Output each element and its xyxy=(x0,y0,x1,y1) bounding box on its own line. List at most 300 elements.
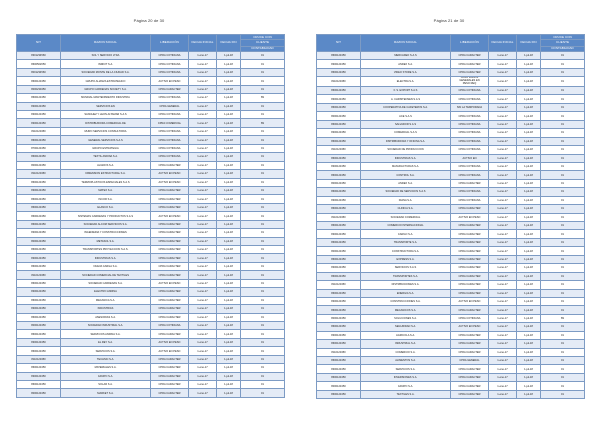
cell-fecha-inicial: 1-ene-17 xyxy=(489,306,517,314)
cell-cruce: 01 xyxy=(541,171,585,179)
cell-cruce: 01 xyxy=(541,77,585,87)
cell-liberacion: CPRA GENERAL xyxy=(451,357,489,365)
cell-liberacion: CPRA CARACTER xyxy=(451,222,489,230)
cell-fecha-fin: 1-jul-18 xyxy=(517,87,541,95)
cell-nit: 8600123450 xyxy=(317,137,361,145)
cell-liberacion: CPRA CARACTER xyxy=(151,161,189,169)
cell-razon-social: SOCIEDAD COMERCIAL DE TEXTILES xyxy=(61,271,151,279)
cell-cruce: 01 xyxy=(241,246,285,254)
cell-liberacion: CPRA CARACTER xyxy=(151,220,189,228)
cell-fecha-inicial: 1-ene-17 xyxy=(489,314,517,322)
cell-fecha-fin: 1-jul-18 xyxy=(217,144,241,152)
cell-liberacion: CPRA CARACTER xyxy=(451,238,489,246)
cell-nit: 8110123450 xyxy=(17,271,61,279)
cell-fecha-inicial: 1-ene-17 xyxy=(489,129,517,137)
cell-fecha-fin: 1-jul-18 xyxy=(217,186,241,194)
liberation-table xyxy=(316,34,585,399)
cell-cruce: 01 xyxy=(541,87,585,95)
cell-liberacion: CPRA COTIDIANA xyxy=(151,94,189,102)
cell-nit: 8600123450 xyxy=(17,279,61,287)
cell-razon-social: SOCIEDAD DE PRODUCCION xyxy=(361,146,451,154)
table-row xyxy=(17,161,285,169)
cell-fecha-fin: 1-jul-18 xyxy=(217,305,241,313)
cell-razon-social: INDUSTRIAS xyxy=(61,305,151,313)
cell-fecha-fin: 1-jul-18 xyxy=(217,77,241,85)
cell-fecha-fin: 1-jul-18 xyxy=(517,365,541,373)
cell-razon-social: TERMOPLASTICOS ESPECIALES S.A.S xyxy=(61,178,151,186)
cell-razon-social: METASOL S.A. xyxy=(61,237,151,245)
cell-nit: 8000123450 xyxy=(317,314,361,322)
cell-liberacion: CPRA CARACTER xyxy=(451,340,489,348)
cell-fecha-fin: 1-jul-18 xyxy=(517,171,541,179)
cell-razon-social: SOLAR S.A. xyxy=(61,381,151,389)
cell-nit: 8300123450 xyxy=(317,331,361,339)
cell-nit: 8300123450 xyxy=(317,196,361,204)
cell-cruce: 01 xyxy=(541,365,585,373)
cell-nit: 8600123450 xyxy=(17,347,61,355)
table-row xyxy=(317,205,585,213)
cell-cruce: 01 xyxy=(541,272,585,280)
table-row xyxy=(17,279,285,287)
table-row xyxy=(317,230,585,238)
cell-cruce: 01 xyxy=(241,127,285,135)
cell-nit: 8600123450 xyxy=(17,296,61,304)
cell-razon-social: MECANICOS S.A. xyxy=(361,306,451,314)
header-fecha-fin: FECHA FIN xyxy=(517,35,541,52)
cell-fecha-fin: 1-jul-18 xyxy=(217,237,241,245)
cell-cruce: 01 xyxy=(541,213,585,221)
cell-liberacion: CPRA COTIDIANA xyxy=(451,120,489,128)
header-razon-social: RAZON SOCIAL xyxy=(361,35,451,52)
cell-cruce: 01 xyxy=(241,237,285,245)
cell-fecha-inicial: 1-ene-17 xyxy=(489,77,517,87)
cell-fecha-inicial: 1-ene-17 xyxy=(189,364,217,372)
cell-nit: 8600123450 xyxy=(317,188,361,196)
cell-liberacion: CPRA CARACTER xyxy=(451,60,489,68)
cell-fecha-fin: 1-jul-18 xyxy=(217,111,241,119)
table-row xyxy=(317,137,585,145)
cell-fecha-inicial: 1-ene-17 xyxy=(489,272,517,280)
cell-cruce: 01 xyxy=(241,271,285,279)
cell-fecha-fin: 1-jul-18 xyxy=(517,297,541,305)
cell-fecha-inicial: 1-ene-17 xyxy=(489,154,517,162)
cell-razon-social: SERVICIOS S.A.S xyxy=(361,264,451,272)
table-row xyxy=(317,77,585,87)
cell-razon-social: ELANCO S.A. xyxy=(61,203,151,211)
cell-fecha-fin: 1-jul-18 xyxy=(217,271,241,279)
cell-fecha-inicial: 1-ene-17 xyxy=(189,237,217,245)
cell-cruce: 01 xyxy=(541,306,585,314)
cell-nit: 8300123450 xyxy=(317,297,361,305)
cell-fecha-inicial: 1-ene-17 xyxy=(489,382,517,390)
cell-fecha-fin: 1-jul-18 xyxy=(217,51,241,59)
cell-nit: 8600123450 xyxy=(17,330,61,338)
cell-liberacion: CPRA CARACTER xyxy=(151,372,189,380)
cell-nit: 8000123450 xyxy=(17,237,61,245)
cell-fecha-inicial: 1-ene-17 xyxy=(189,330,217,338)
cell-liberacion: ACTIVO EN PESO xyxy=(451,297,489,305)
cell-nit: 8600123450 xyxy=(17,178,61,186)
cell-nit: 8300123450 xyxy=(317,230,361,238)
table-row xyxy=(317,120,585,128)
cell-fecha-inicial: 1-ene-17 xyxy=(189,68,217,76)
cell-cruce: 01 xyxy=(541,51,585,59)
cell-cruce: 01 xyxy=(241,51,285,59)
cell-razon-social: DISTRIBUIDORA Y OFICINA S.A. xyxy=(361,137,451,145)
cell-nit: 8300123450 xyxy=(317,95,361,103)
cell-liberacion: CPRA COTIDIANA xyxy=(151,136,189,144)
cell-fecha-inicial: 1-ene-17 xyxy=(489,297,517,305)
cell-fecha-inicial: 1-ene-17 xyxy=(189,321,217,329)
cell-nit: 8110123450 xyxy=(17,355,61,363)
cell-nit: 8000123450 xyxy=(17,161,61,169)
cell-liberacion: CPRA CARACTER xyxy=(451,331,489,339)
table-row xyxy=(317,162,585,170)
cell-nit: 8600123450 xyxy=(17,364,61,372)
cell-nit: 8600123450 xyxy=(317,323,361,331)
table-row xyxy=(317,365,585,373)
cell-razon-social: SOCIEDAD ALCOM SERVICIOS S.A. xyxy=(61,220,151,228)
cell-razon-social: SERVICIOS ANDINA S.A. xyxy=(61,330,151,338)
header-cruce-line1: CRUCE CON xyxy=(241,35,285,40)
header-fecha-fin: FECHA FIN xyxy=(217,35,241,52)
table-row xyxy=(17,85,285,93)
cell-nit: 8600123450 xyxy=(317,222,361,230)
cell-fecha-inicial: 1-ene-17 xyxy=(189,127,217,135)
cell-razon-social: ANDEX S.A. xyxy=(361,179,451,187)
cell-fecha-fin: 1-jul-18 xyxy=(217,229,241,237)
cell-cruce: 89 xyxy=(241,94,285,102)
cell-fecha-inicial: 1-ene-17 xyxy=(489,146,517,154)
table-row xyxy=(317,213,585,221)
cell-cruce: 01 xyxy=(541,95,585,103)
table-row xyxy=(17,60,285,68)
table-row xyxy=(17,212,285,220)
cell-liberacion: CPRA COTIDIANA xyxy=(451,137,489,145)
cell-razon-social: TRANSPORTE S.A. xyxy=(361,238,451,246)
cell-liberacion: CPRA COMERCIAL xyxy=(151,119,189,127)
header-cruce-line2: CLIENTE xyxy=(541,40,585,46)
cell-cruce: 01 xyxy=(541,264,585,272)
table-row xyxy=(17,94,285,102)
table-row xyxy=(17,381,285,389)
cell-fecha-fin: 1-jul-18 xyxy=(517,255,541,263)
cell-fecha-fin: 1-jul-18 xyxy=(217,372,241,380)
cell-cruce: 01 xyxy=(241,321,285,329)
table-row xyxy=(317,390,585,398)
cell-fecha-fin: 1-jul-18 xyxy=(517,154,541,162)
cell-fecha-fin: 1-jul-18 xyxy=(517,382,541,390)
cell-fecha-inicial: 1-ene-17 xyxy=(189,347,217,355)
cell-fecha-inicial: 1-ene-17 xyxy=(189,254,217,262)
cell-nit: 8300123450 xyxy=(317,264,361,272)
cell-razon-social: SOCIEDAD DE SERVICIOS S.A.S xyxy=(361,188,451,196)
cell-fecha-inicial: 1-ene-17 xyxy=(189,212,217,220)
cell-fecha-fin: 1-jul-18 xyxy=(217,60,241,68)
cell-fecha-fin: 1-jul-18 xyxy=(217,85,241,93)
cell-razon-social: EXPRESS S.A. xyxy=(361,255,451,263)
cell-cruce: 01 xyxy=(541,382,585,390)
table-row xyxy=(317,68,585,76)
cell-fecha-fin: 1-jul-18 xyxy=(217,195,241,203)
cell-fecha-inicial: 1-ene-17 xyxy=(189,60,217,68)
cell-cruce: 01 xyxy=(241,305,285,313)
cell-nit: 8600123450 xyxy=(17,77,61,85)
cell-cruce: 01 xyxy=(541,238,585,246)
table-row xyxy=(17,77,285,85)
table-row xyxy=(17,262,285,270)
cell-nit: 8301234560 xyxy=(17,51,61,59)
table-row xyxy=(317,51,585,59)
table-row xyxy=(17,330,285,338)
cell-fecha-inicial: 1-ene-17 xyxy=(189,144,217,152)
cell-liberacion: CPRA CARACTER xyxy=(451,373,489,381)
cell-fecha-fin: 1-jul-18 xyxy=(517,205,541,213)
cell-razon-social: GENERAL SERVICIOS S.A.S xyxy=(61,136,151,144)
right-page xyxy=(300,0,600,424)
cell-liberacion: CPRA COTIDIANA xyxy=(451,95,489,103)
cell-fecha-fin: 1-jul-18 xyxy=(217,347,241,355)
cell-nit: 8700123450 xyxy=(17,144,61,152)
cell-razon-social: COMERCIAL S.A.S xyxy=(361,129,451,137)
cell-fecha-inicial: 1-ene-17 xyxy=(189,220,217,228)
cell-cruce: 01 xyxy=(241,144,285,152)
cell-fecha-fin: 1-jul-18 xyxy=(217,279,241,287)
cell-fecha-inicial: 1-ene-17 xyxy=(489,230,517,238)
table-row xyxy=(17,347,285,355)
cell-razon-social: DIMENSION ESTRUCTURAL S.A. xyxy=(61,170,151,178)
cell-cruce: 01 xyxy=(541,281,585,289)
cell-nit: 8600123450 xyxy=(317,357,361,365)
table-row xyxy=(317,272,585,280)
cell-fecha-inicial: 1-ene-17 xyxy=(189,77,217,85)
cell-cruce: 01 xyxy=(241,178,285,186)
cell-nit: 8600123450 xyxy=(317,68,361,76)
cell-razon-social: ELECTRO ANDINA xyxy=(61,288,151,296)
table-row xyxy=(317,289,585,297)
cell-fecha-inicial: 1-ene-17 xyxy=(489,289,517,297)
cell-fecha-fin: 1-jul-18 xyxy=(517,51,541,59)
table-row xyxy=(317,281,585,289)
cell-razon-social: VIDEO STORE S.A. xyxy=(361,68,451,76)
table-row xyxy=(17,229,285,237)
cell-razon-social: INDUSTRIAS S.A. xyxy=(361,154,451,162)
cell-razon-social: NUEVA CARGA S.A. xyxy=(61,262,151,270)
cell-cruce: 01 xyxy=(541,154,585,162)
table-row xyxy=(317,87,585,95)
cell-razon-social: DISTRIBUCIONES S.A. xyxy=(361,281,451,289)
cell-cruce: 01 xyxy=(541,188,585,196)
cell-liberacion: CPRA CARACTER xyxy=(451,281,489,289)
cell-nit: 8300123450 xyxy=(17,338,61,346)
cell-fecha-fin: 1-jul-18 xyxy=(217,321,241,329)
table-row xyxy=(317,60,585,68)
cell-nit: 8300123450 xyxy=(317,162,361,170)
cell-liberacion: CPRA CARACTER xyxy=(151,195,189,203)
liberation-table xyxy=(16,34,285,398)
cell-liberacion: CPRA COTIDIANA xyxy=(151,144,189,152)
cell-fecha-fin: 1-jul-18 xyxy=(517,390,541,398)
cell-nit: 8600123450 xyxy=(317,289,361,297)
cell-razon-social: GRUPO CARDENAS SOCIETY S.A. xyxy=(61,85,151,93)
cell-fecha-fin: 1-jul-18 xyxy=(517,213,541,221)
cell-cruce: 01 xyxy=(541,340,585,348)
cell-nit: 8600123450 xyxy=(317,238,361,246)
cell-liberacion: CPRA COTIDIANA xyxy=(151,68,189,76)
cell-fecha-inicial: 1-ene-17 xyxy=(189,246,217,254)
cell-fecha-inicial: 1-ene-17 xyxy=(489,51,517,59)
cell-cruce: 01 xyxy=(241,60,285,68)
table-row xyxy=(17,338,285,346)
cell-nit: 8110123450 xyxy=(317,213,361,221)
table-row xyxy=(17,296,285,304)
cell-nit: 8300123450 xyxy=(17,102,61,110)
cell-nit: 8001234560 xyxy=(17,68,61,76)
cell-cruce: 01 xyxy=(541,120,585,128)
cell-liberacion: CPRA CARACTER xyxy=(151,262,189,270)
cell-cruce: 01 xyxy=(241,186,285,194)
table-row xyxy=(17,136,285,144)
cell-cruce: 01 xyxy=(541,179,585,187)
cell-cruce: 01 xyxy=(241,330,285,338)
cell-cruce: 01 xyxy=(541,373,585,381)
cell-cruce: 01 xyxy=(241,279,285,287)
cell-nit: 8300123450 xyxy=(17,254,61,262)
cell-razon-social: MECANICA S.A. xyxy=(61,296,151,304)
cell-fecha-fin: 1-jul-18 xyxy=(217,203,241,211)
table-row xyxy=(17,170,285,178)
cell-razon-social: MANUFACTURAS S.A. xyxy=(361,162,451,170)
cell-nit: 8600123450 xyxy=(317,340,361,348)
cell-fecha-inicial: 1-ene-17 xyxy=(189,389,217,397)
cell-liberacion: CPRA COTIDIANA xyxy=(451,146,489,154)
cell-liberacion: CPRA CARACTER xyxy=(451,289,489,297)
cell-nit: 8600123450 xyxy=(17,262,61,270)
cell-razon-social: TEXTILES S.A. xyxy=(361,390,451,398)
cell-fecha-fin: 1-jul-18 xyxy=(517,306,541,314)
cell-fecha-fin: 1-jul-18 xyxy=(517,162,541,170)
table-row xyxy=(317,348,585,356)
cell-fecha-inicial: 1-ene-17 xyxy=(189,153,217,161)
cell-fecha-inicial: 1-ene-17 xyxy=(189,305,217,313)
cell-fecha-inicial: 1-ene-17 xyxy=(189,186,217,194)
cell-liberacion: CPRA CARACTER xyxy=(151,381,189,389)
cell-fecha-inicial: 1-ene-17 xyxy=(489,255,517,263)
cell-fecha-fin: 1-jul-18 xyxy=(517,129,541,137)
cell-razon-social: SERVICIOS EN xyxy=(61,102,151,110)
cell-razon-social: GRUPO ALIANZA ESTRATEGICO xyxy=(61,77,151,85)
cell-liberacion: CPRA CARACTER xyxy=(151,254,189,262)
cell-fecha-inicial: 1-ene-17 xyxy=(489,323,517,331)
cell-nit: 8000123450 xyxy=(317,112,361,120)
cell-fecha-fin: 1-jul-18 xyxy=(517,348,541,356)
table-row xyxy=(317,112,585,120)
cell-razon-social: GRUPO S.A. xyxy=(361,382,451,390)
cell-liberacion: CPRA CARACTER xyxy=(151,296,189,304)
table-row xyxy=(17,372,285,380)
cell-liberacion: CPRA COTIDIANA xyxy=(151,60,189,68)
table-row xyxy=(17,127,285,135)
cell-fecha-fin: 1-jul-18 xyxy=(517,196,541,204)
cell-razon-social: DISTRIBUIDORA COMERCIAL DE xyxy=(61,119,151,127)
cell-razon-social: COOPERATIVA DE CAFETEROS S.A. xyxy=(361,103,451,111)
cell-fecha-fin: 1-jul-18 xyxy=(217,381,241,389)
table-row xyxy=(317,264,585,272)
cell-nit: 8600123450 xyxy=(317,120,361,128)
table-row xyxy=(17,203,285,211)
cell-razon-social: SOCIEDAD MONTE DE LA CIUDAD S.A. xyxy=(61,68,151,76)
cell-cruce: 01 xyxy=(241,313,285,321)
cell-cruce: 01 xyxy=(241,170,285,178)
cell-cruce: 01 xyxy=(541,222,585,230)
cell-liberacion: CPRA CARACTER xyxy=(451,247,489,255)
cell-fecha-fin: 1-jul-18 xyxy=(517,264,541,272)
cell-fecha-fin: 1-jul-18 xyxy=(517,179,541,187)
cell-fecha-fin: 1-jul-18 xyxy=(217,246,241,254)
cell-razon-social: ALIMENTOS S.A. xyxy=(361,357,451,365)
cell-fecha-fin: 1-jul-18 xyxy=(217,136,241,144)
cell-nit: 8300123450 xyxy=(17,186,61,194)
cell-fecha-inicial: 1-ene-17 xyxy=(189,136,217,144)
table-row xyxy=(17,305,285,313)
table-row xyxy=(17,119,285,127)
cell-razon-social: COMERCIO INTERNACIONAL xyxy=(361,222,451,230)
cell-nit: 8600123450 xyxy=(317,306,361,314)
cell-fecha-fin: 1-jul-18 xyxy=(217,254,241,262)
cell-razon-social: MURO SERVICIOS CONSULTORIA xyxy=(61,127,151,135)
cell-razon-social: CARGO S.A. xyxy=(361,230,451,238)
cell-fecha-inicial: 1-ene-17 xyxy=(189,161,217,169)
cell-razon-social: INVERSIONES S.A. xyxy=(361,373,451,381)
cell-nit: 8600123450 xyxy=(317,255,361,263)
cell-nit: 8000123450 xyxy=(317,382,361,390)
table-row xyxy=(317,129,585,137)
cell-nit: 8000123450 xyxy=(17,389,61,397)
cell-fecha-fin: 1-jul-18 xyxy=(217,119,241,127)
cell-nit: 8110123450 xyxy=(317,281,361,289)
cell-liberacion: ACTIVO EN PESO xyxy=(151,212,189,220)
cell-razon-social: AGRICOLA S.A. xyxy=(361,331,451,339)
table-row xyxy=(17,288,285,296)
cell-cruce: 01 xyxy=(541,129,585,137)
cell-nit: 8600123450 xyxy=(17,246,61,254)
cell-razon-social: MERCADEO S.A.S xyxy=(361,51,451,59)
cell-liberacion: CPRA CARACTER xyxy=(451,230,489,238)
cell-cruce: 01 xyxy=(541,331,585,339)
cell-cruce: 01 xyxy=(241,229,285,237)
table-row xyxy=(317,382,585,390)
table-row xyxy=(317,323,585,331)
cell-razon-social: A. CHRISTENSEN S.A.S xyxy=(361,95,451,103)
cell-fecha-inicial: 1-ene-17 xyxy=(189,279,217,287)
table-row xyxy=(17,271,285,279)
cell-razon-social: INCOR S.A. xyxy=(61,195,151,203)
cell-razon-social: ALIADOS S.A. xyxy=(61,161,151,169)
cell-cruce: 01 xyxy=(241,347,285,355)
table-row xyxy=(317,297,585,305)
table-row xyxy=(17,178,285,186)
cell-nit: 8110123450 xyxy=(17,170,61,178)
cell-nit: 8300123450 xyxy=(317,365,361,373)
table-row xyxy=(317,306,585,314)
cell-liberacion: CPRA CARACTER xyxy=(451,264,489,272)
cell-liberacion: CPRA CARACTER xyxy=(151,203,189,211)
cell-cruce: 01 xyxy=(241,262,285,270)
cell-razon-social: MATEX S.A. xyxy=(61,186,151,194)
cell-fecha-inicial: 1-ene-17 xyxy=(489,112,517,120)
cell-nit: 8600123450 xyxy=(317,272,361,280)
cell-fecha-fin: 1-jul-18 xyxy=(517,112,541,120)
